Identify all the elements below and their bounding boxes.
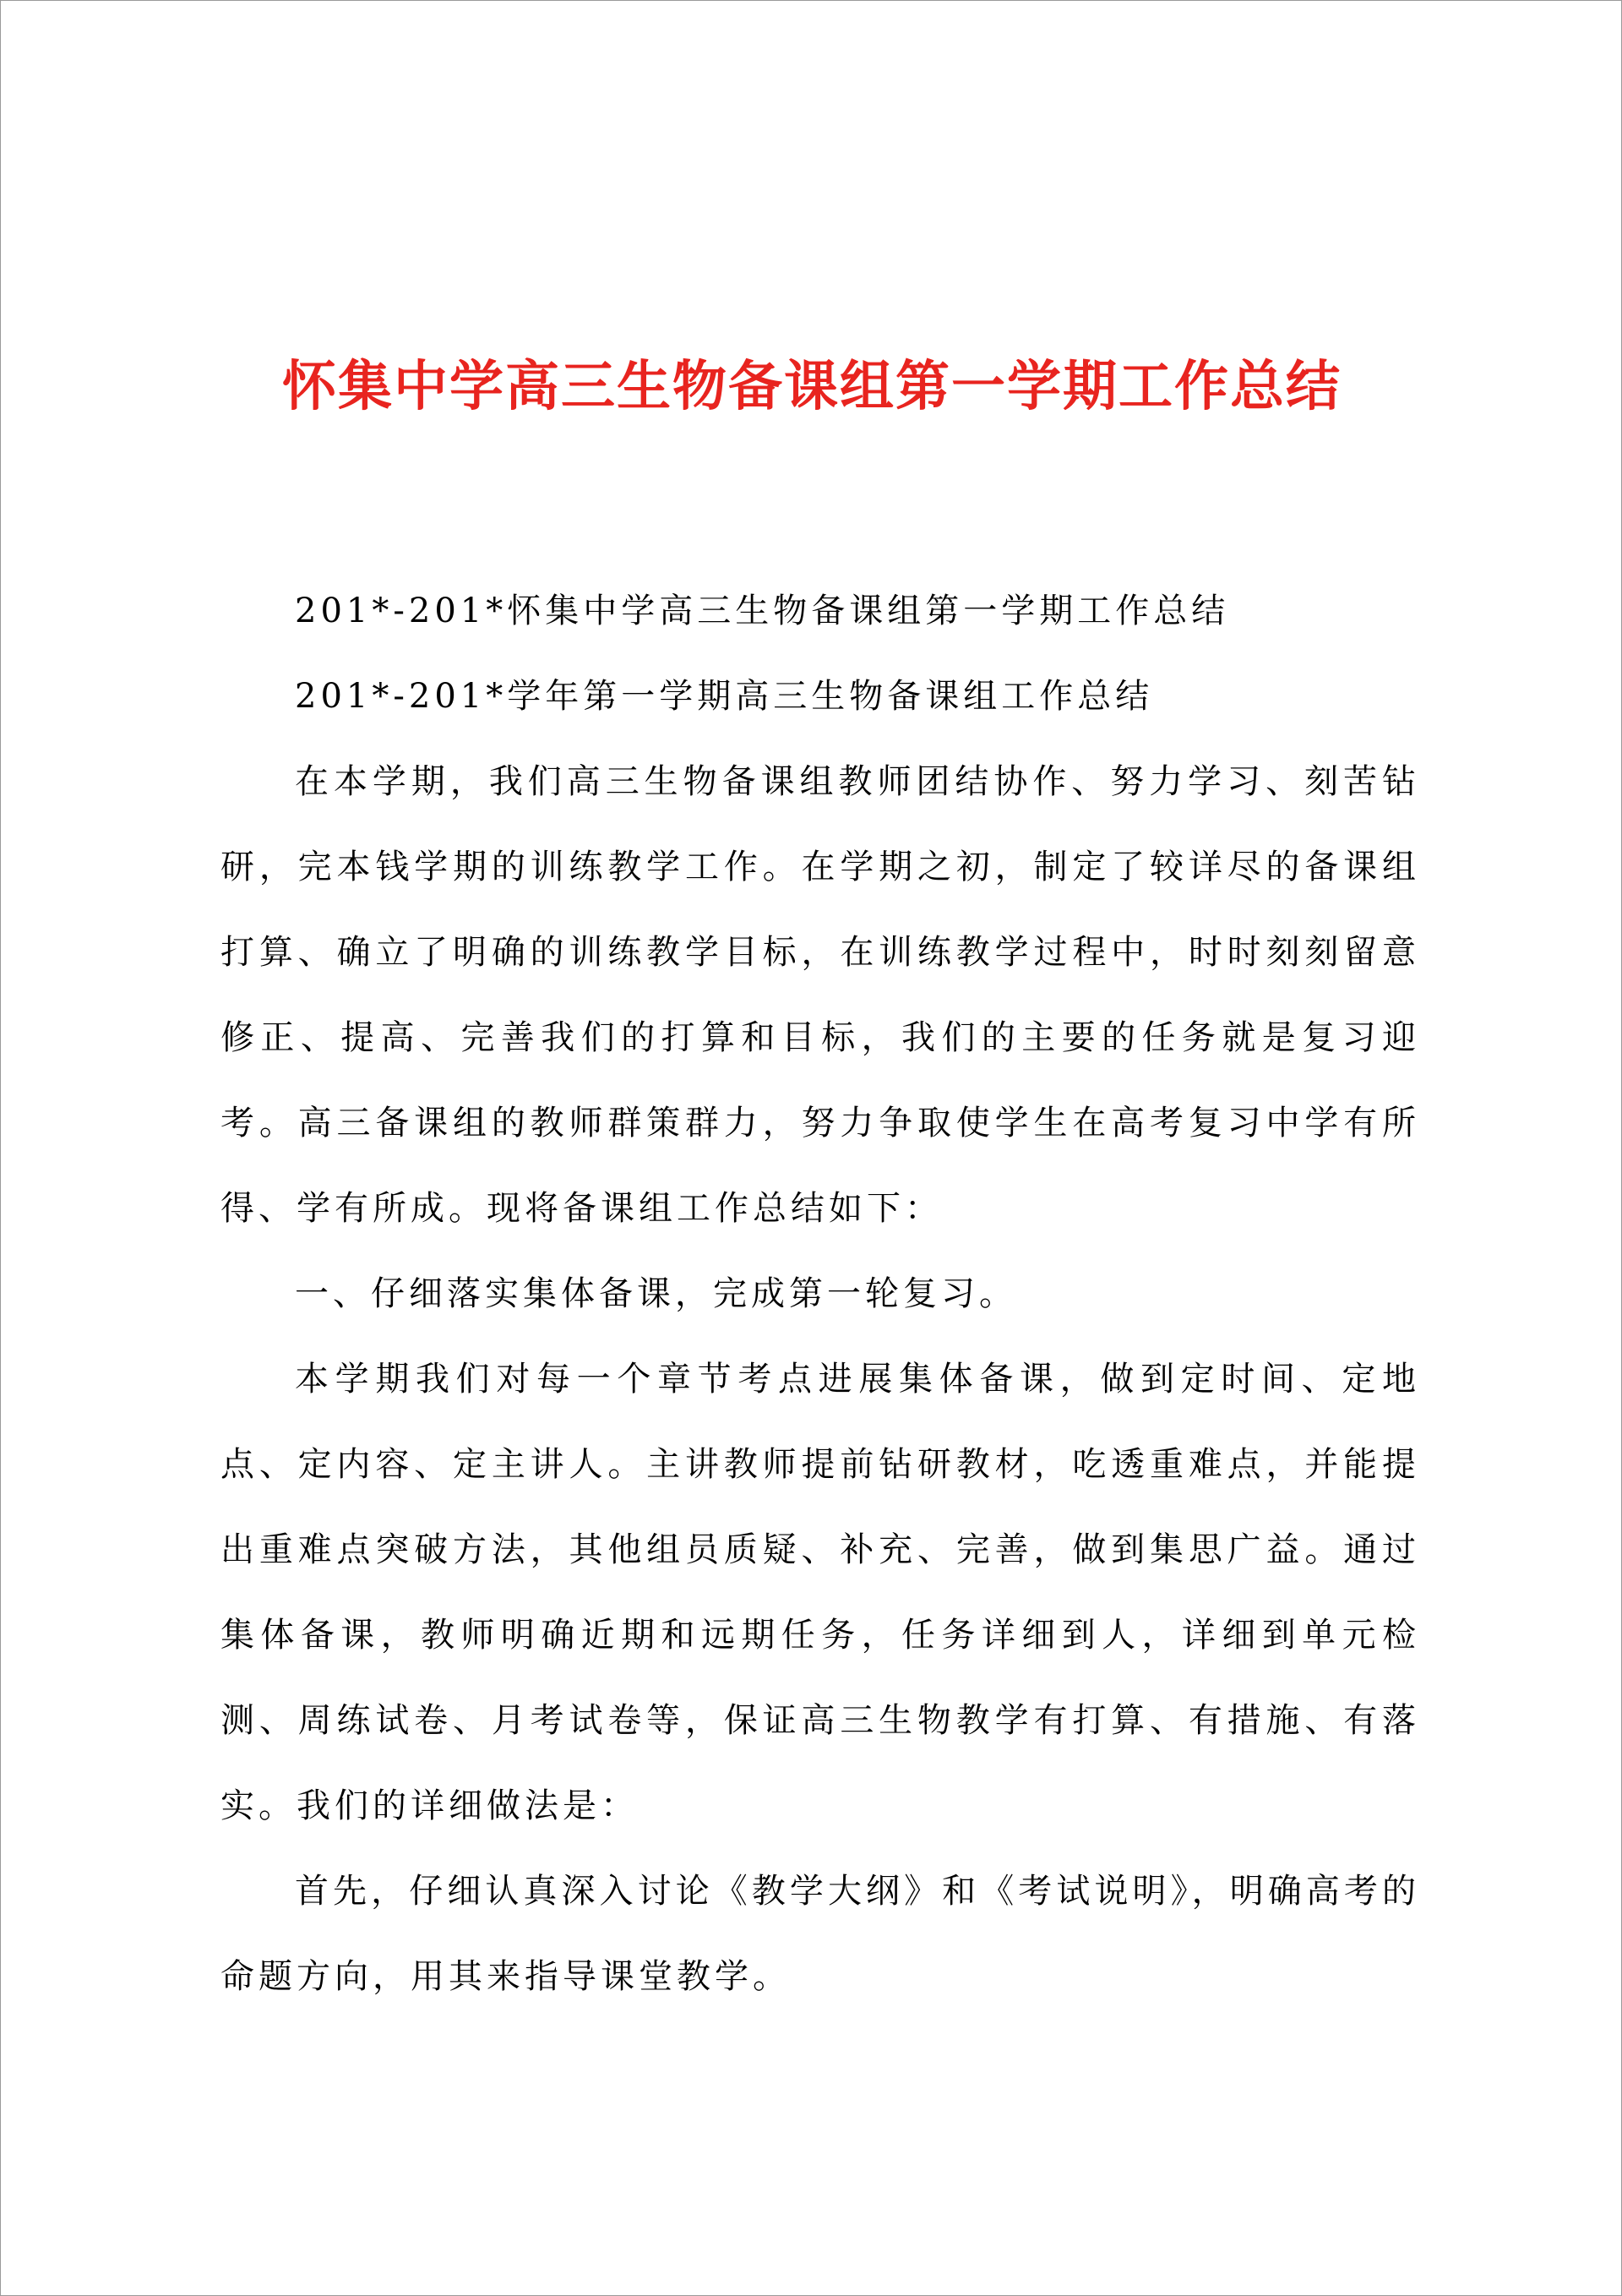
body-paragraph: 首先，仔细认真深入讨论《教学大纲》和《考试说明》，明确高考的命题方向，用其来指导课堂教学。 — [220, 1872, 1420, 1996]
subtitle-paragraph: 201*-201*怀集中学高三生物备课组第一学期工作总结 — [295, 592, 1230, 630]
section-heading: 一、仔细落实集体备课，完成第一轮复习。 — [295, 1274, 1017, 1313]
body-paragraph: 在本学期，我们高三生物备课组教师团结协作、努力学习、刻苦钻研，完本钱学期的训练教学工作。在学期之初，制定了较详尽的备课组打算、确立了明确的训练教学目标，在训练教学过程中，时时刻刻留意修正、提高、完善我们的打算和目标，我们的主要的任务就是复习迎考。高三备课组的教师群策群力，努力争取使学生在高考复习中学有所得、学有所成。现将备课组工作总结如下： — [220, 762, 1420, 1228]
document-title: 怀集中学高三生物备课组第一学期工作总结 — [282, 355, 1342, 418]
body-paragraph: 本学期我们对每一个章节考点进展集体备课，做到定时间、定地点、定内容、定主讲人。主讲教师提前钻研教材，吃透重难点，并能提出重难点突破方法，其他组员质疑、补充、完善，做到集思广益。通过集体备课，教师明确近期和远期任务，任务详细到人，详细到单元检测、周练试卷、月考试卷等，保证高三生物教学有打算、有措施、有落实。我们的详细做法是： — [220, 1360, 1420, 1825]
subtitle-paragraph: 201*-201*学年第一学期高三生物备课组工作总结 — [295, 677, 1154, 716]
document-body — [220, 569, 1420, 2020]
